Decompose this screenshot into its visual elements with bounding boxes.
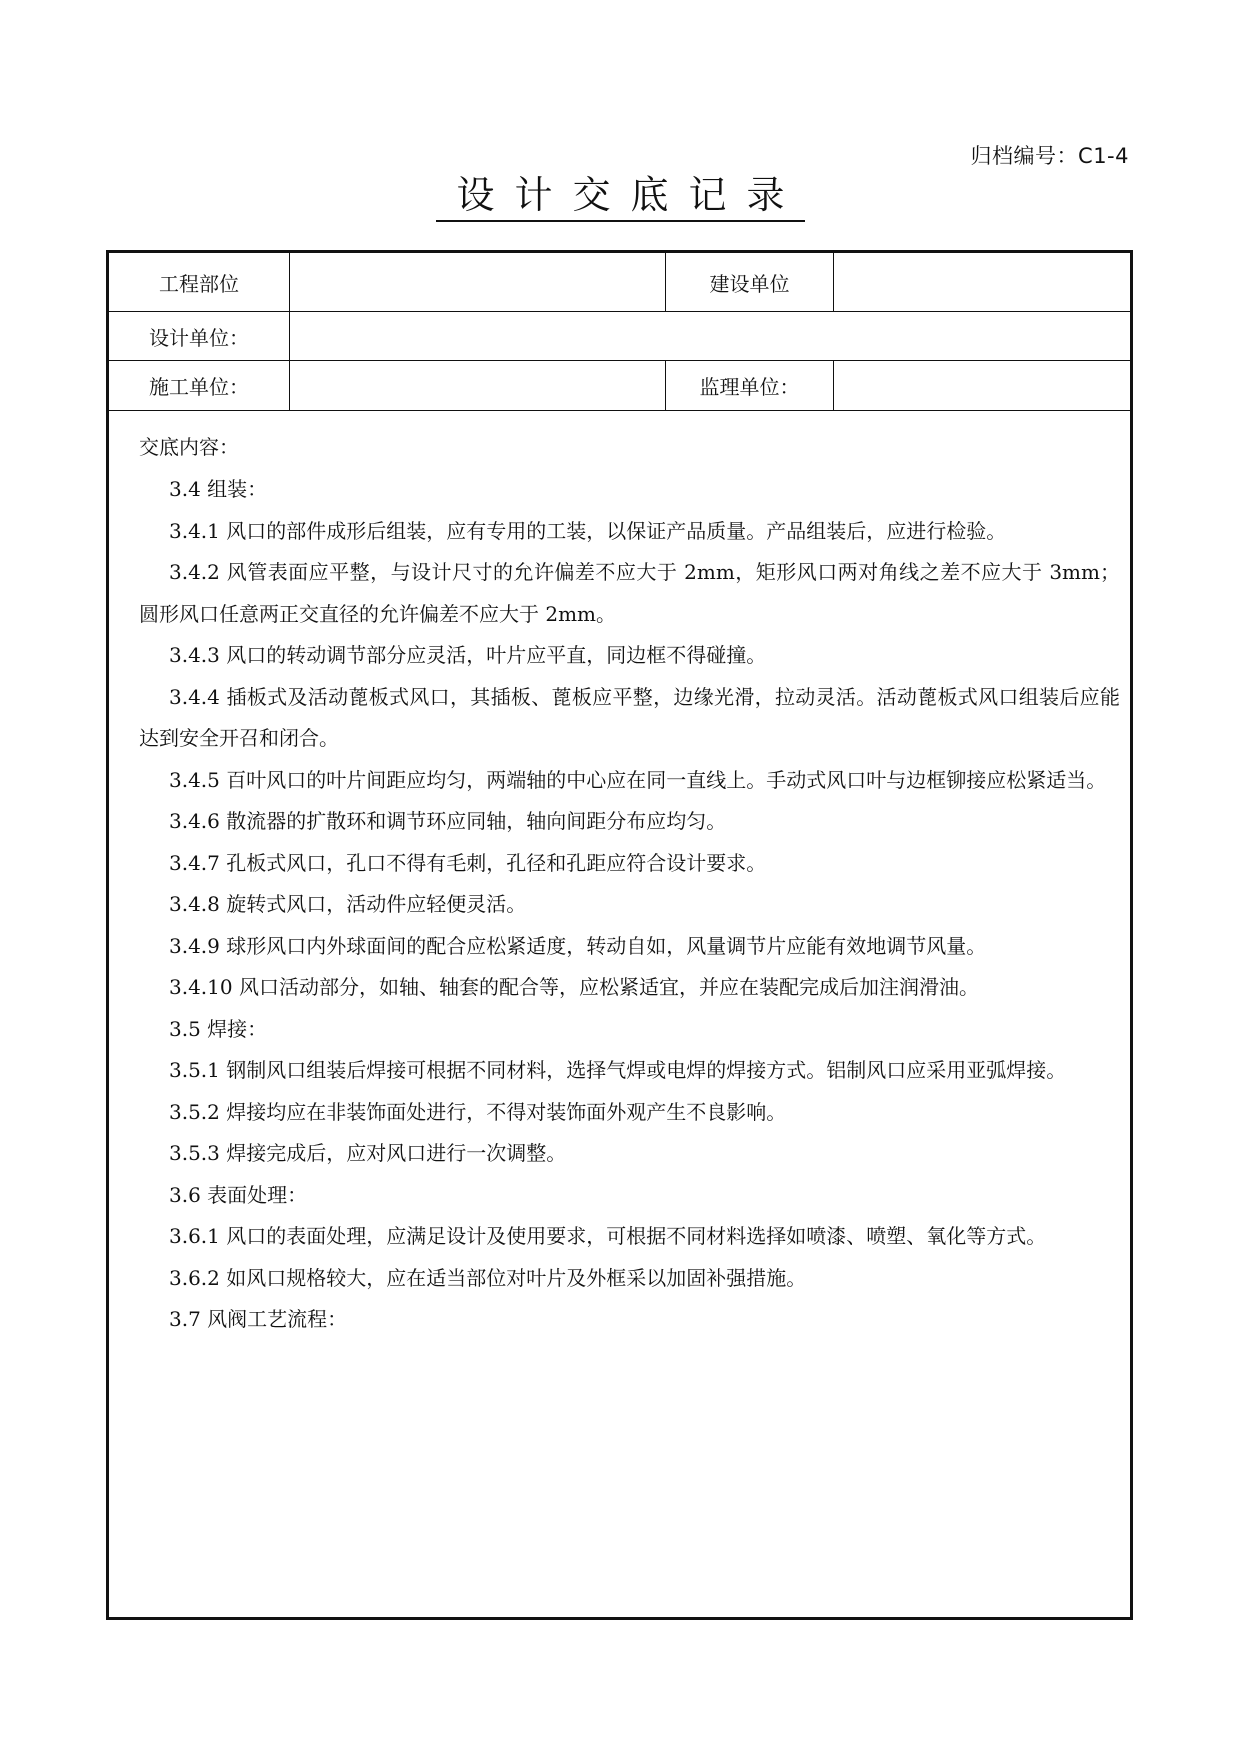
- supervisor-label: 监理单位：: [666, 361, 834, 410]
- paragraph: 3.4.8 旋转式风口，活动件应轻便灵活。: [169, 892, 527, 916]
- disclosure-form: [106, 250, 1133, 1620]
- paragraph: 3.4 组装：: [169, 477, 268, 501]
- paragraph: 3.5.1 钢制风口组装后焊接可根据不同材料，选择气焊或电焊的焊接方式。铝制风口应采用亚弧焊接。: [169, 1058, 1067, 1082]
- page-title: 设计交底记录: [436, 170, 804, 222]
- paragraph: 3.4.1 风口的部件成形后组装，应有专用的工装，以保证产品质量。产品组装后，应进行检验。: [169, 518, 1007, 543]
- paragraph: 3.5.3 焊接完成后，应对风口进行一次调整。: [169, 1141, 567, 1165]
- paragraph: 3.4.10 风口活动部分，如轴、轴套的配合等，应松紧适宜，并应在装配完成后加注润滑油。: [169, 975, 979, 999]
- construction-unit-field[interactable]: [834, 253, 1130, 311]
- paragraph: 3.6 表面处理：: [169, 1182, 308, 1207]
- disclosure-content: [109, 411, 1130, 1617]
- builder-field[interactable]: [290, 361, 666, 410]
- paragraph-list: [139, 469, 1120, 1341]
- paragraph: 3.5.2 焊接均应在非装饰面处进行，不得对装饰面外观产生不良影响。: [169, 1099, 787, 1124]
- construction-unit-label: 建设单位: [666, 253, 834, 311]
- paragraph: 3.4.2 风管表面应平整，与设计尺寸的允许偏差不应大于 2mm，矩形风口两对角线之差不应大于 3mm；圆形风口任意两正交直径的允许偏差不应大于 2mm。: [139, 560, 1120, 626]
- paragraph: 3.6.2 如风口规格较大，应在适当部位对叶片及外框采以加固补强措施。: [169, 1265, 807, 1290]
- paragraph: 3.6.1 风口的表面处理，应满足设计及使用要求，可根据不同材料选择如喷漆、喷塑、氧化等方式。: [169, 1224, 1047, 1248]
- design-unit-field[interactable]: [290, 312, 1130, 360]
- paragraph: 3.4.4 插板式及活动蓖板式风口，其插板、蓖板应平整，边缘光滑，拉动灵活。活动蓖板式风口组装后应能达到安全开召和闭合。: [139, 684, 1120, 750]
- paragraph: 3.4.6 散流器的扩散环和调节环应同轴，轴向间距分布应均匀。: [169, 809, 727, 833]
- project-part-field[interactable]: [290, 253, 666, 311]
- archive-number: 归档编号：C1-4: [970, 144, 1129, 168]
- row-builder: [109, 361, 1130, 411]
- paragraph: 3.7 风阀工艺流程：: [169, 1307, 348, 1331]
- row-project: [109, 253, 1130, 312]
- project-part-label: 工程部位: [109, 253, 290, 311]
- paragraph: 3.5 焊接：: [169, 1016, 268, 1041]
- paragraph: 3.4.7 孔板式风口，孔口不得有毛刺，孔径和孔距应符合设计要求。: [169, 850, 767, 875]
- row-design-unit: [109, 312, 1130, 361]
- page-title-wrap: [0, 170, 1241, 222]
- design-unit-label: 设计单位：: [109, 312, 290, 360]
- paragraph: 3.4.3 风口的转动调节部分应灵活，叶片应平直，同边框不得碰撞。: [169, 643, 767, 667]
- supervisor-field[interactable]: [834, 361, 1130, 410]
- paragraph: 3.4.5 百叶风口的叶片间距应均匀，两端轴的中心应在同一直线上。手动式风口叶与边框铆接应松紧适当。: [169, 767, 1107, 792]
- builder-label: 施工单位：: [109, 361, 290, 410]
- paragraph: 3.4.9 球形风口内外球面间的配合应松紧适度，转动自如，风量调节片应能有效地调节风量。: [169, 933, 987, 958]
- content-label: 交底内容：: [139, 435, 239, 459]
